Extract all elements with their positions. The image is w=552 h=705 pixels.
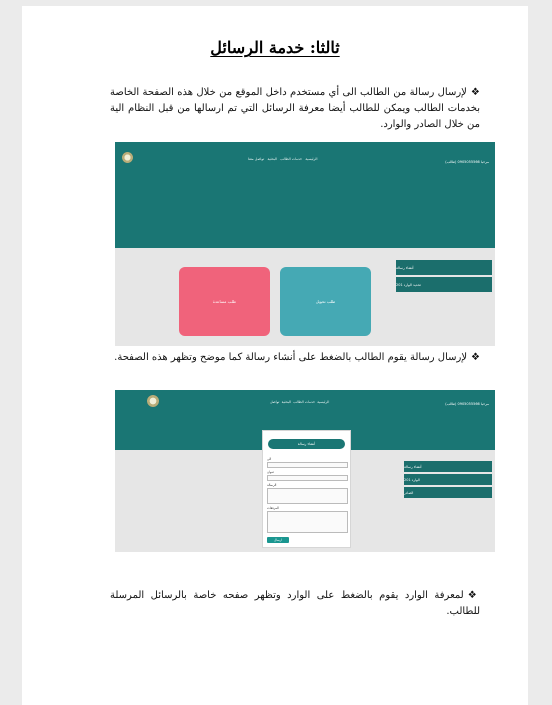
nav-item-contact[interactable]: تواصل [270, 400, 280, 404]
create-message-button[interactable]: أنشاء رسالة [404, 461, 492, 472]
paragraph-2 [110, 350, 480, 366]
top-nav [248, 157, 317, 161]
nav-item-home[interactable]: الرئيسية [305, 157, 318, 161]
send-button[interactable]: ارسال [267, 537, 289, 543]
create-message-modal [262, 430, 351, 548]
university-logo [122, 152, 133, 163]
message-label: الرسالة [267, 483, 277, 487]
nav-item-home[interactable]: الرئيسية [317, 400, 330, 404]
subject-label: عنوان [267, 470, 275, 474]
nav-item-research[interactable]: البحثية [281, 400, 291, 404]
to-label: الى [267, 457, 272, 461]
attachments-field[interactable] [267, 511, 348, 533]
top-nav [270, 400, 329, 404]
nav-item-research[interactable]: البحثية [267, 157, 277, 161]
subject-field[interactable] [267, 475, 348, 481]
paragraph-2-text: لإرسال رسالة يقوم الطالب بالضغط على أنشاء رسالة كما موضح وتظهر هذه الصفحة. [114, 352, 468, 363]
bullet-icon: ❖ [470, 87, 480, 98]
account-greeting[interactable]: مرحبا 0905055566 (طالب) [445, 402, 489, 406]
paragraph-1 [110, 85, 480, 133]
paragraph-3 [110, 588, 480, 620]
attachments-label: المرفقات [267, 506, 279, 510]
bullet-icon: ❖ [467, 590, 480, 601]
inbox-button[interactable]: تحديد الوارد 201 [396, 277, 492, 292]
screenshot-create-message [115, 390, 495, 552]
help-request-card[interactable]: طلب مساعدة [179, 267, 270, 336]
inbox-button[interactable]: الوارد 201 [404, 474, 492, 485]
to-field[interactable] [267, 462, 348, 468]
university-logo [147, 395, 159, 407]
nav-item-contact[interactable]: تواصل معنا [248, 157, 265, 161]
transfer-request-card[interactable]: طلب تحويل [280, 267, 371, 336]
account-greeting[interactable]: مرحبا 0905055566 (طالب) [445, 160, 489, 164]
paragraph-1-text: لإرسال رسالة من الطالب الى أي مستخدم داخل الموقع من خلال هذه الصفحة الخاصة بخدمات الطالب ويمكن للطالب أيضا معرفة الرسائل التي تم ارسالها من قبل النظام الية من خلال الصادر والوارد. [110, 87, 480, 130]
nav-item-student-services[interactable]: خدمات الطالب [280, 157, 303, 161]
screenshot-student-services [115, 142, 495, 346]
bullet-icon: ❖ [471, 352, 480, 363]
paragraph-3-text: لمعرفة الوارد يقوم بالضغط على الوارد وتظهر صفحه خاصة بالرسائل المرسلة للطالب. [110, 590, 480, 617]
create-message-button[interactable]: أنشاء رسالة [396, 260, 492, 275]
message-field[interactable] [267, 488, 348, 504]
modal-title: أنشاء رسالة [268, 439, 345, 449]
page-title: ثالثا: خدمة الرسائل [210, 38, 340, 57]
document-page [22, 6, 528, 705]
outbox-button[interactable]: الصادر [404, 487, 492, 498]
nav-item-student-services[interactable]: خدمات الطالب [293, 400, 316, 404]
